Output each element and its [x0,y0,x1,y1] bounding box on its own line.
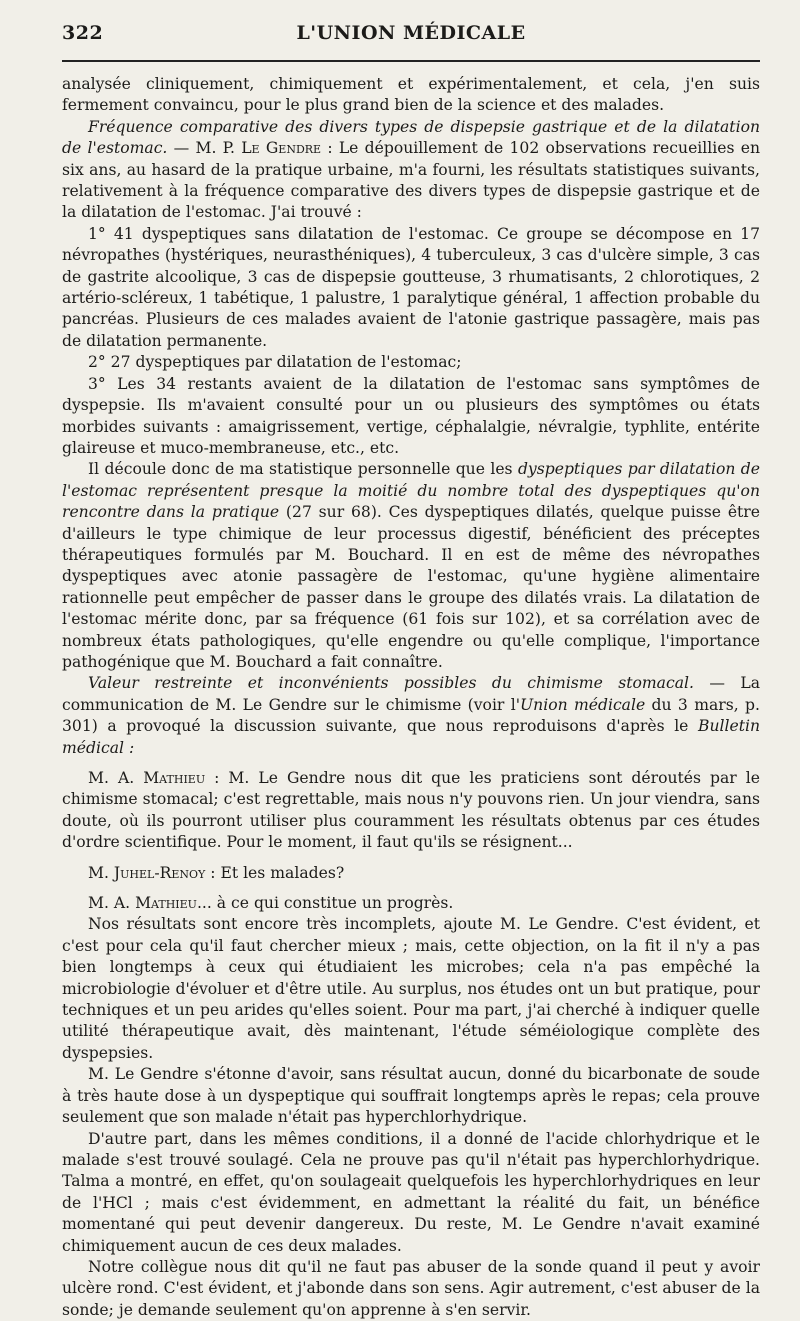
paragraph [62,374,760,460]
section-heading: Fréquence comparative des divers types de dispepsie gastrique et de la dilatation de l'estomac. [62,117,760,158]
paragraph-text: : Et les malades? [205,863,345,882]
paragraph-text: (27 sur 68). Ces dyspeptiques dilatés, quelque puisse être d'ailleurs le type chimique de leur processus digestif, bénéficient des préceptes thérapeutiques formulés par M. Bouchard. Il en est de même des névropathes dyspeptiques avec atonie passagère de l'estomac, qu'une hygiène alimentaire rationnelle peut empêcher de passer dans le groupe des dilatés vrais. La dilatation de l'estomac mérite donc, par sa fréquence (61 fois sur 102), et sa corrélation avec de nombreux états pathologiques, qu'elle engendre ou qu'elle complique, l'importance pathogénique que M. Bouchard a fait connaître. [62,503,760,671]
paragraph [62,673,760,759]
author-name: Le Gendre [241,139,322,158]
article-body [62,74,760,1321]
running-title: L'UNION MÉDICALE [296,22,526,44]
speaker-name: Mathieu [143,769,206,787]
paragraph-text: 2° 27 dyspeptiques par dilatation de l'estomac; [88,353,462,372]
paragraph [62,1129,760,1257]
paragraph-text: 1° 41 dyspeptiques sans dilatation de l'estomac. Ce groupe se décompose en 17 névropathes (hystériques, neurasthéniques), 4 tuberculeux, 3 cas d'ulcère simple, 3 cas de gastrite alcoolique, 3 cas de dispepsie goutteuse, 3 rhumatisants, 2 chlorotiques, 2 artério-scléreux, 1 tabétique, 1 palustre, 1 paralytique général, 1 affection probable du pancréas. Plusieurs de ces malades avaient de l'atonie gastrique passagère, mais pas de dilatation permanente. [62,224,760,350]
journal-title: Bulletin médical : [62,717,760,757]
paragraph-text: ... à ce qui constitue un progrès. [196,894,454,913]
paragraph-text: analysée cliniquement, chimiquement et expérimentalement, et cela, j'en suis fermement convaincu, pour le plus grand bien de la science et des malades. [62,75,760,115]
paragraph [62,117,760,224]
speaker-prefix: M. [88,863,114,882]
emphasis-text: dyspeptiques par dilatation de l'estomac représentent presque la moitié du nombre total des dyspeptiques qu'on rencontre dans la pratique [62,460,761,522]
paragraph [62,768,760,854]
paragraph-text: : Le dépouillement de 102 observations recueillies en six ans, au hasard de la pratique urbaine, m'a fourni, les résultats statistiques suivants, relativement à la fréquence comparative des divers types de dispepsie gastrique et de la dilatation de l'estomac. J'ai trouvé : [62,139,760,222]
paragraph [62,914,760,1064]
speaker-name: Juhel-Renoy [113,863,206,882]
paragraph-text: — M. P. [167,139,242,158]
section-heading: Valeur restreinte et inconvénients possibles du chimisme stomacal. [88,674,694,693]
paragraph-text: — La communication de M. Le Gendre sur le chimisme (voir l' [62,674,760,714]
paragraph [62,459,760,673]
speaker-prefix: M. A. [88,769,144,787]
paragraph [62,1064,760,1128]
speaker-prefix: M. A. [88,894,136,913]
paragraph-text: 3° Les 34 restants avaient de la dilatation de l'estomac sans symptômes de dyspepsie. Ils m'avaient consulté pour un ou plusieurs des symptômes ou états morbides suivants : amaigrissement, vertige, céphalalgie, névralgie, typhlite, entérite glaireuse et muco-membraneuse, etc., etc. [62,374,760,457]
paragraph [62,863,760,884]
journal-title: Union médicale [520,695,646,714]
paragraph-text: Notre collègue nous dit qu'il ne faut pas abuser de la sonde quand il peut y avoir ulcère rond. C'est évident, et j'abonde dans son sens. Agir autrement, c'est abuser de la sonde; je demande seulement qu'on apprenne à s'en servir. [62,1257,760,1319]
paragraph [62,74,760,117]
paragraph-text: Nos résultats sont encore très incomplets, ajoute M. Le Gendre. C'est évident, et c'est pour cela qu'il faut chercher mieux ; mais, cette objection, on la fit il n'y a pas bien longtemps à ceux qui étudiaient les microbes; cela n'a pas empêché la microbiologie d'évoluer et d'être utile. Au surplus, nos études ont un but pratique, pour techniques et un peu arides qu'elles soient. Pour ma part, j'ai cherché à indiquer quelle utilité thérapeutique avait, dès maintenant, l'étude séméiologique complète des dyspepsies. [62,915,760,1062]
paragraph [62,224,760,352]
paragraph [62,1257,760,1321]
paragraph-text: Il découle donc de ma statistique personnelle que les [88,460,518,479]
paragraph [62,893,760,914]
page-header [62,22,760,50]
header-rule [62,60,760,62]
paragraph-text: M. Le Gendre s'étonne d'avoir, sans résultat aucun, donné du bicarbonate de soude à très haute dose à un dyspeptique qui souffrait longtemps après le repas; cela prouve seulement que son malade n'était pas hyperchlorhydrique. [62,1065,760,1127]
paragraph-text: du 3 mars, p. 301) a provoqué la discussion suivante, que nous reproduisons d'après le [62,695,760,736]
page-number: 322 [62,22,104,44]
paragraph-text: D'autre part, dans les mêmes conditions, il a donné de l'acide chlorhydrique et le malade s'est trouvé soulagé. Cela ne prouve pas qu'il n'était pas hyperchlorhydrique. Talma a montré, en effet, qu'on soulageait quelquefois les hyperchlorhydriques en leur de l'HCl ; mais c'est évidemment, en admettant la réalité du fait, un bénéfice momentané qui peut devenir dangereux. Du reste, M. Le Gendre n'avait examiné chimiquement aucun de ces deux malades. [62,1129,760,1255]
speaker-name: Mathieu [135,894,197,913]
paragraph-text: : M. Le Gendre nous dit que les praticiens sont déroutés par le chimisme stomacal; c'est regrettable, mais nous n'y pouvons rien. Un jour viendra, sans doute, où ils pourront utiliser plus couramment les résultats obtenus par ces études d'ordre scientifique. Pour le moment, il faut qu'ils se résignent... [62,769,761,852]
paragraph [62,352,760,373]
